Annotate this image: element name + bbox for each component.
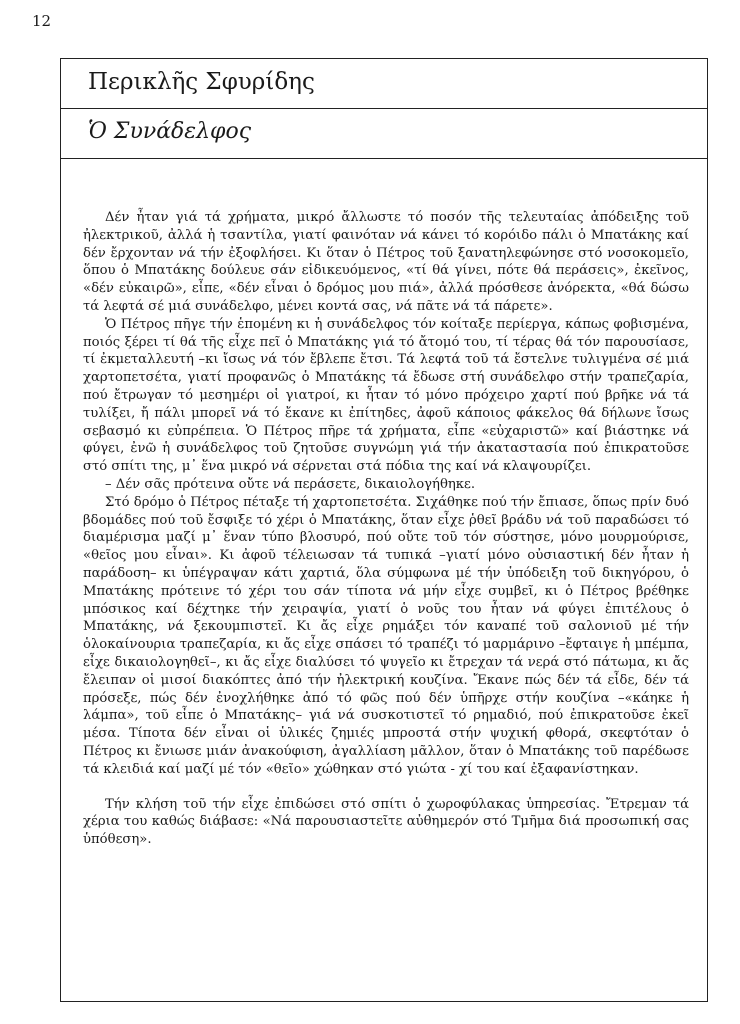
paragraph: – Δέν σᾶς πρότεινα οὔτε νά περάσετε, δικαιολογήθηκε. [105, 476, 476, 492]
document-frame [60, 58, 708, 1002]
author-name: Περικλῆς Σφυρίδης [88, 69, 315, 95]
page-number: 12 [32, 12, 52, 30]
story-title: Ὁ Συνάδελφος [88, 119, 252, 144]
paragraph: Δέν ἦταν γιά τά χρήματα, μικρό ἄλλωστε τό ποσόν τῆς τελευταίας ἀπόδειξης τοῦ ἠλεκτρικοῦ, ἀλλά ἡ τσαντίλα, γιατί φαινόταν νά κάνει τό κορόιδο πάλι ὁ Μπατάκης καί δέν ἔρχονταν νά τήν ἐξοφλήσει. Κι ὅταν ὁ Πέτρος τοῦ ξανατηλεφώνησε στό νοσοκομεῖο, ὅπου ὁ Μπατάκης δούλευε σάν εἰδικευόμενος, «τί θά γίνει, πότε θά περάσεις», ἐκεῖνος, «δέν εὐκαιρῶ», εἶπε, «δέν εἶναι ὁ δρόμος μου πιά», ἀλλά πρόσθεσε ἀνόρεκτα, «θά δώσω τά λεφτά σέ μιά συνάδελφο, μένει κοντά σας, νά πᾶτε νά τά πάρετε». [83, 210, 689, 314]
paragraph: Ὁ Πέτρος πῆγε τήν ἑπομένη κι ἡ συνάδελφος τόν κοίταξε περίεργα, κάπως φοβισμένα, ποιός ξέρει τί θά τῆς εἶχε πεῖ ὁ Μπατάκης γιά τό ἄτομό του, τί τέρας θά τόν παρουσίασε, τί ἐκμεταλλευτή –κι ἴσως νά τόν ἔβλεπε ἔτσι. Τά λεφτά τοῦ τά ἔστελνε τυλιγμένα σέ μιά χαρτοπετσέτα, γιατί προφανῶς ὁ Μπατάκης τά ἔδωσε στή συνάδελφο στήν τραπεζαρία, πού ἔτρωγαν τό μεσημέρι οἱ γιατροί, κι ἦταν τό μόνο πρόχειρο χαρτί πού βρῆκε νά τά τυλίξει, ἤ πάλι μπορεῖ νά τό ἔκανε κι ἐπίτηδες, ἀφοῦ κάποιος φάκελος θά δήλωνε ἴσως σεβασμό κι εὐπρέπεια. Ὁ Πέτρος πῆρε τά χρήματα, εἶπε «εὐχαριστῶ» καί βιάστηκε νά φύγει, ἐνῶ ἡ συνάδελφος τοῦ ζητοῦσε συγνώμη γιά τήν ἀκαταστασία πού ἐπικρατοῦσε στό σπίτι της, μ᾽ ἕνα μικρό νά σέρνεται στά πόδια της καί νά κλαψουρίζει. [83, 316, 689, 475]
paragraph: Τήν κλήση τοῦ τήν εἶχε ἐπιδώσει στό σπίτι ὁ χωροφύλακας ὑπηρεσίας. Ἔτρεμαν τά χέρια του καθώς διάβασε: «Νά παρουσιαστεῖτε αὐθημερόν στό Τμῆμα διά προσωπική σας ὑπόθεση». [83, 796, 689, 848]
story-body [83, 209, 689, 849]
paragraph: Στό δρόμο ὁ Πέτρος πέταξε τή χαρτοπετσέτα. Σιχάθηκε πού τήν ἔπιασε, ὅπως πρίν δυό βδομάδες πού τοῦ ἔσφιξε τό χέρι ὁ Μπατάκης, ὅταν εἶχε ῥθεῖ βράδυ νά τοῦ παραδώσει τό διαμέρισμα μαζί μ᾽ ἕναν τύπο βλοσυρό, πού οὔτε τοῦ τόν σύστησε, μόνο μουρμούρισε, «θεῖος μου εἶναι». Κι ἀφοῦ τέλειωσαν τά τυπικά –γιατί μόνο οὐσιαστική δέν ἦταν ἡ παράδοση– κι ὑπέγραψαν κάτι χαρτιά, ὅλα σύμφωνα μέ τήν ὑπόδειξη τοῦ δικηγόρου, ὁ Μπατάκης πρότεινε τό χέρι του σάν τίποτα νά μήν εἶχε συμβεῖ, κι ὁ Πέτρος βρέθηκε μπόσικος καί δέχτηκε τήν χειραψία, γιατί ὁ νοῦς του ἦταν νά φύγει ἐπιτέλους ὁ Μπατάκης, νά ξεκουμπιστεῖ. Κι ἄς εἶχε ρημάξει τόν καναπέ τοῦ σαλονιοῦ μέ τήν ὁλοκαίνουρια τραπεζαρία, κι ἄς εἶχε σπάσει τό τραπέζι τό μαρμάρινο –ἔφταιγε ἡ μπέμπα, εἶχε δικαιολογηθεῖ–, κι ἄς εἶχε διαλύσει τό ψυγεῖο κι ἔτρεχαν τά νερά στό πάτωμα, κι ἄς ἔλειπαν οἱ μισοί διακόπτες ἀπό τήν ἠλεκτρική κουζίνα. Ἔκανε πώς δέν τά εἶδε, δέν τά πρόσεξε, πώς δέν ἐνοχλήθηκε ἀπό τό φῶς πού δέν ὑπῆρχε στήν κουζίνα –«κάηκε ἡ λάμπα», τοῦ εἶπε ὁ Μπατάκης– γιά νά συσκοτιστεῖ τό ρημαδιό, πού ἐπικρατοῦσε ἐκεῖ μέσα. Τίποτα δέν εἶναι οἱ ὑλικές ζημιές μπροστά στήν ψυχική φθορά, σκεφτόταν ὁ Πέτρος κι ἔνιωσε μιάν ἀνακούφιση, ἀγαλλίαση μᾶλλον, ὅταν ὁ Μπατάκης τοῦ παρέδωσε τά κλειδιά καί μαζί μέ τόν «θεῖο» χώθηκαν στό γιώτα - χί του καί ἐξαφανίστηκαν. [83, 494, 689, 777]
